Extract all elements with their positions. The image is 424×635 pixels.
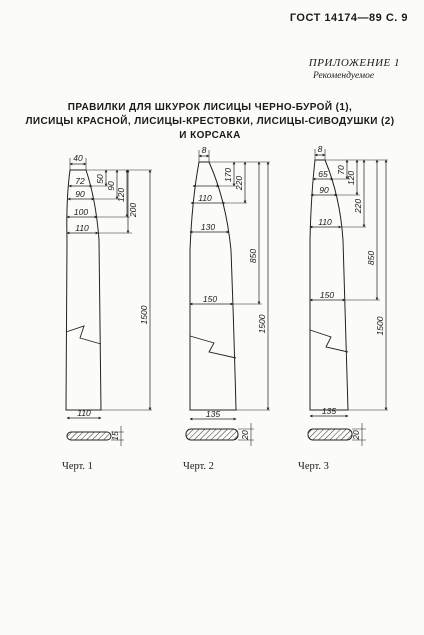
board-outline-1 bbox=[66, 170, 101, 410]
d3-bottom-width: 135 bbox=[321, 406, 337, 416]
d2-height-2: 220 bbox=[234, 175, 244, 191]
d1-height-2: 90 bbox=[106, 181, 116, 191]
d3-thickness: 20 bbox=[351, 430, 361, 440]
d3-height-1: 70 bbox=[336, 165, 346, 175]
drawing-1-caption: Черт. 1 bbox=[62, 461, 93, 472]
d1-total-length: 1500 bbox=[139, 305, 149, 325]
d3-top-width: 8 bbox=[317, 144, 323, 154]
d2-width-1: 110 bbox=[198, 193, 212, 203]
appendix-label: ПРИЛОЖЕНИЕ 1 bbox=[308, 57, 400, 69]
d3-total-length: 1500 bbox=[375, 316, 385, 336]
d3-width-3: 110 bbox=[318, 217, 332, 227]
break-line-3 bbox=[310, 330, 348, 352]
drawing-3-caption: Черт. 3 bbox=[298, 461, 329, 472]
d2-bottom-width: 135 bbox=[205, 409, 221, 419]
title-line-3: И КОРСАКА bbox=[179, 130, 241, 141]
d1-height-1: 50 bbox=[95, 174, 105, 184]
d3-height-4: 850 bbox=[366, 250, 376, 266]
d3-width-2: 90 bbox=[319, 185, 329, 195]
d1-thickness: 15 bbox=[110, 431, 120, 441]
d3-height-3: 220 bbox=[353, 198, 363, 214]
d1-bottom-width: 110 bbox=[77, 408, 91, 418]
title-line-2: ЛИСИЦЫ КРАСНОЙ, ЛИСИЦЫ-КРЕСТОВКИ, ЛИСИЦЫ-СИВОДУШКИ (2) bbox=[25, 116, 395, 127]
d1-width-3: 100 bbox=[73, 207, 89, 217]
d1-height-4: 200 bbox=[128, 202, 138, 218]
d2-height-1: 170 bbox=[223, 167, 233, 183]
cross-section-2 bbox=[186, 429, 238, 440]
recommended-label: Рекомендуемое bbox=[313, 71, 375, 81]
d3-width-4: 150 bbox=[319, 290, 335, 300]
d2-total-length: 1500 bbox=[257, 314, 267, 334]
standard-header: ГОСТ 14174—89 С. 9 bbox=[289, 12, 408, 24]
title-line-1: ПРАВИЛКИ ДЛЯ ШКУРОК ЛИСИЦЫ ЧЕРНО-БУРОЙ (1), bbox=[67, 102, 353, 113]
d1-width-4: 110 bbox=[75, 223, 89, 233]
cross-section-1 bbox=[67, 432, 111, 440]
board-outline-3 bbox=[310, 160, 348, 410]
d3-width-1: 65 bbox=[318, 169, 328, 179]
d1-top-width: 40 bbox=[73, 153, 83, 163]
d2-height-3: 850 bbox=[248, 248, 258, 264]
break-line-2 bbox=[190, 336, 236, 358]
d1-height-3: 120 bbox=[116, 187, 126, 203]
drawing-1 bbox=[66, 158, 152, 446]
drawing-2-caption: Черт. 2 bbox=[183, 461, 214, 472]
d2-top-width: 8 bbox=[201, 145, 207, 155]
d3-height-2: 120 bbox=[346, 170, 356, 186]
break-line-1 bbox=[66, 326, 101, 344]
board-outline-2 bbox=[190, 162, 236, 410]
d1-width-1: 72 bbox=[75, 176, 85, 186]
d2-width-3: 150 bbox=[202, 294, 218, 304]
cross-section-3 bbox=[308, 429, 352, 440]
d2-width-2: 130 bbox=[200, 222, 216, 232]
d2-thickness: 20 bbox=[240, 430, 250, 440]
d1-width-2: 90 bbox=[75, 189, 85, 199]
